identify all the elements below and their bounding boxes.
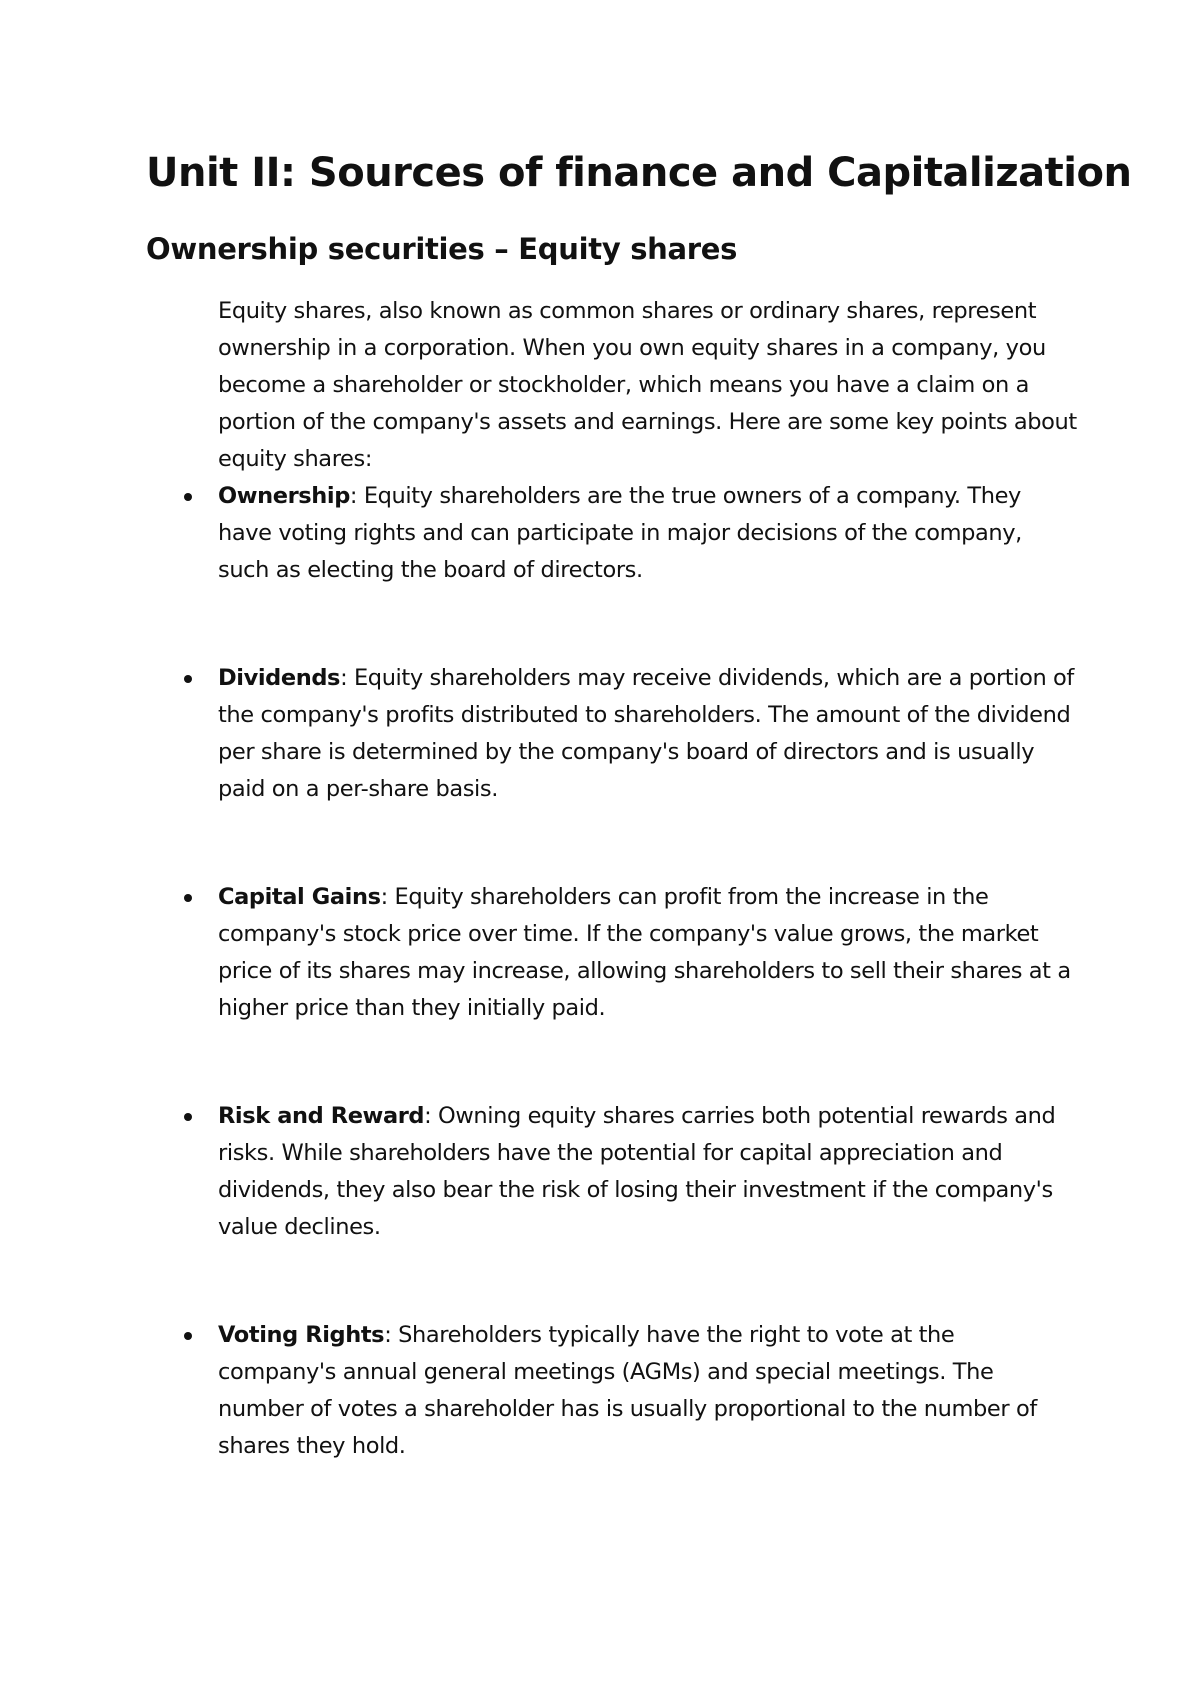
section-heading: Ownership securities – Equity shares <box>146 232 738 266</box>
bullet-term: Voting Rights <box>218 1322 385 1348</box>
bullet-text: : Equity shareholders are the true owners of a company. They have voting rights and can participate in major decisions of the company, such as electing the board of directors. <box>218 483 1022 583</box>
bullet-term: Risk and Reward <box>218 1103 425 1129</box>
bullet-text: : Equity shareholders may receive dividends, which are a portion of the company's profits distributed to shareholders. The amount of the dividend per share is determined by the company's board of directors and is usually paid on a per-share basis. <box>218 665 1074 802</box>
bullet-icon <box>184 1113 192 1121</box>
bullet-icon <box>184 493 192 501</box>
bullet-icon <box>184 894 192 902</box>
list-item <box>218 660 1078 808</box>
page-title: Unit II: Sources of finance and Capitalization <box>146 150 1132 196</box>
bullet-text: : Equity shareholders can profit from the increase in the company's stock price over time. If the company's value grows, the market price of its shares may increase, allowing shareholders to sell their shares at a higher price than they initially paid. <box>218 884 1071 1021</box>
list-item <box>218 478 1078 589</box>
bullet-icon <box>184 1332 192 1340</box>
list-item <box>218 1317 1078 1465</box>
bullet-term: Dividends <box>218 665 341 691</box>
list-item <box>218 879 1078 1027</box>
bullet-term: Capital Gains <box>218 884 381 910</box>
intro-paragraph: Equity shares, also known as common shares or ordinary shares, represent ownership in a corporation. When you own equity shares in a company, you become a shareholder or stockholder, which means you have a claim on a portion of the company's assets and earnings. Here are some key points about equity shares: <box>218 298 1077 472</box>
bullet-term: Ownership <box>218 483 350 509</box>
bullet-text: : Owning equity shares carries both potential rewards and risks. While shareholders have the potential for capital appreciation and dividends, they also bear the risk of losing their investment if the company's value declines. <box>218 1103 1056 1240</box>
bullet-text: : Shareholders typically have the right to vote at the company's annual general meetings (AGMs) and special meetings. The number of votes a shareholder has is usually proportional to the number of shares they hold. <box>218 1322 1037 1459</box>
list-item <box>218 1098 1078 1246</box>
bullet-icon <box>184 675 192 683</box>
